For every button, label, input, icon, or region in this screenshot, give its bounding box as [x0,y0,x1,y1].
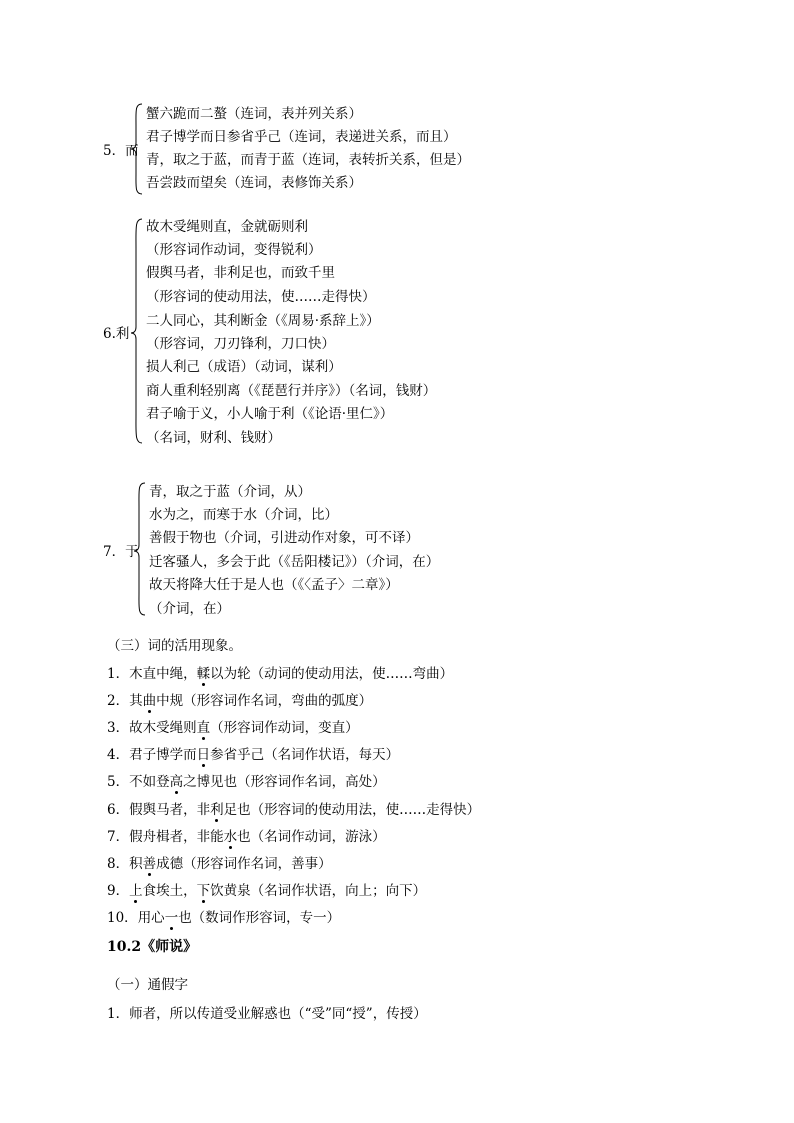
usage-item: 7．假舟楫者，非能水也（名词作动词，游泳） [107,829,386,845]
example-line: 蟹六跪而二螯（连词，表并列关系） [146,106,362,122]
emphasis-char: 水 [223,829,238,845]
explanation-line: （形容词作动词，变得锐利） [146,242,322,258]
example-line: 善假于物也（介词，引进动作对象，可不译） [149,530,419,546]
emphasis-char: 一 [164,910,179,926]
group-label: 6.利 [103,326,130,342]
example-line: 青，取之于蓝（介词，从） [149,484,311,500]
group-label: 5．而 [103,143,139,159]
emphasis-char: 上 [129,883,143,899]
emphasis-char: 利 [210,802,224,818]
usage-item: 1．木直中绳，輮以为轮（动词的使动用法，使……弯曲） [107,666,454,682]
curly-brace [133,482,147,616]
example-line: 迁客骚人，多会于此（《岳阳楼记》）（介词，在） [149,554,440,570]
group-label: 7．于 [103,544,139,560]
example-line: 水为之，而寒于水（介词，比） [149,507,338,523]
usage-item: 9．上食埃土，下饮黄泉（名词作状语，向上；向下） [107,883,427,899]
example-line: 二人同心，其利断金（《周易·系辞上》） [146,313,380,329]
example-line: 故木受绳则直，金就砺则利 [146,219,308,235]
explanation-line: （名词，财利、钱财） [146,430,281,446]
example-line: 假舆马者，非利足也，而致千里 [146,265,335,281]
example-line: 损人利己（成语）（动词，谋利） [146,359,342,375]
emphasis-char: 輮 [196,666,211,682]
section-heading: （一）通假字 [107,977,188,993]
curly-brace [130,218,144,444]
emphasis-char: 曲 [142,693,157,709]
example-line: 吾尝跂而望矣（连词，表修饰关系） [146,175,362,191]
usage-item: 2．其曲中规（形容词作名词，弯曲的弧度） [107,693,373,709]
explanation-line: （形容词，刀刃锋利，刀口快） [146,336,335,352]
usage-item: 5．不如登高之博见也（形容词作名词，高处） [107,774,386,790]
example-line: 君子博学而日参省乎己（连词，表递进关系，而且） [146,129,457,145]
section-heading: （三）词的活用现象。 [107,638,242,654]
emphasis-char: 直 [196,720,211,736]
tongjia-item: 1．师者，所以传道受业解惑也（“受”同“授”，传授） [107,1006,427,1022]
curly-brace [130,103,144,195]
emphasis-char: 高 [169,774,184,790]
lesson-title: 10.2《师说》 [107,939,198,955]
explanation-line: （介词，在） [149,601,230,617]
example-line: 故天将降大任于是人也（《〈孟子〉二章》） [149,577,399,593]
usage-item: 10．用心一也（数词作形容词，专一） [107,910,341,926]
usage-item: 6．假舆马者，非利足也（形容词的使动用法，使……走得快） [107,802,481,818]
emphasis-char: 日 [196,747,211,763]
explanation-line: （形容词的使动用法，使……走得快） [146,289,376,305]
emphasis-char: 下 [196,883,211,899]
emphasis-char: 善 [142,856,157,872]
usage-item: 8．积善成德（形容词作名词，善事） [107,856,332,872]
example-line: 青，取之于蓝，而青于蓝（连词，表转折关系，但是） [146,152,470,168]
usage-item: 4．君子博学而日参省乎己（名词作状语，每天） [107,747,400,763]
example-line: 商人重利轻别离（《琵琶行并序》）（名词，钱财） [146,383,437,399]
example-line: 君子喻于义，小人喻于利（《论语·里仁》） [146,406,394,422]
usage-item: 3．故木受绳则直（形容词作动词，变直） [107,720,359,736]
